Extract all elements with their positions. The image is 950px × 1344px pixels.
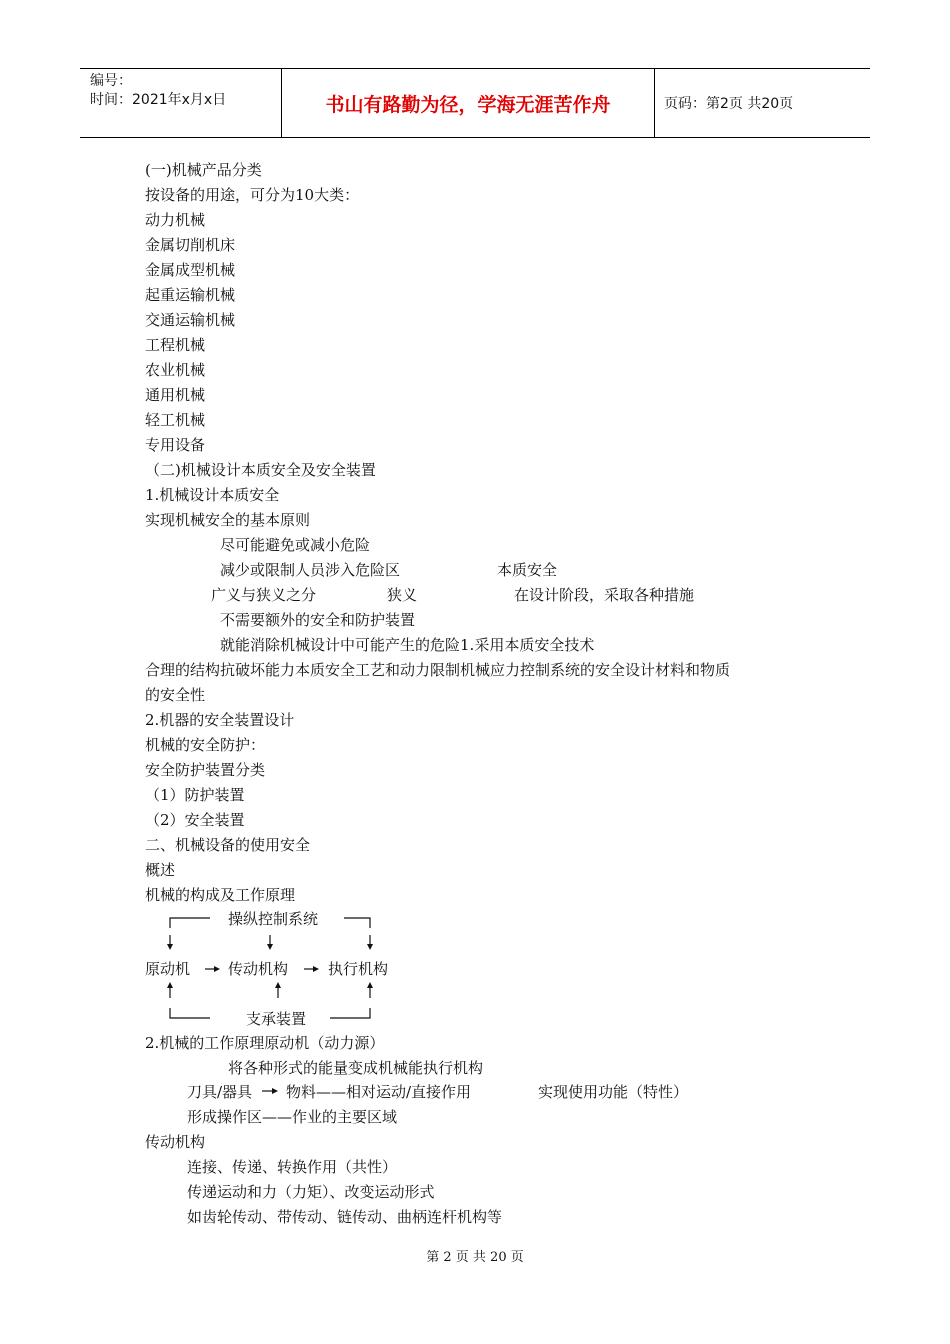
list-item: （2）安全装置 — [145, 811, 245, 829]
text-line: 减少或限制人员涉入危险区 — [220, 561, 401, 579]
diagram-node-transmission: 传动机构 — [228, 960, 289, 978]
section-heading: (一)机械产品分类 — [145, 161, 262, 179]
header-meta — [80, 69, 282, 137]
list-item: 工程机械 — [145, 336, 206, 354]
connector-line — [344, 918, 370, 928]
arrow-up-icon — [167, 982, 173, 988]
list-item: 通用机械 — [145, 386, 206, 404]
text-line: 实现机械安全的基本原则 — [145, 511, 311, 529]
text-line: 形成操作区——作业的主要区域 — [187, 1108, 398, 1126]
diagram-node-control-system: 操纵控制系统 — [228, 910, 319, 928]
list-item: 动力机械 — [145, 211, 206, 229]
arrow-down-icon — [267, 944, 273, 950]
text-line: 2.机器的安全装置设计 — [145, 711, 295, 729]
text-line: 将各种形式的能量变成机械能执行机构 — [228, 1059, 484, 1077]
diagram-node-prime-mover: 原动机 — [145, 960, 191, 978]
list-item: 专用设备 — [145, 436, 206, 454]
text-line: 广义与狭义之分 — [211, 586, 317, 604]
arrow-up-icon — [367, 982, 373, 988]
arrow-right-icon — [272, 1088, 278, 1094]
text-line: 2.机械的工作原理原动机（动力源） — [145, 1034, 385, 1052]
list-item: 起重运输机械 — [145, 286, 236, 304]
diagram-node-actuator: 执行机构 — [328, 960, 389, 978]
list-item: 农业机械 — [145, 361, 206, 379]
header-motto: 书山有路勤为径，学海无涯苦作舟 — [282, 69, 655, 137]
connector-line — [170, 918, 210, 928]
text-line: 安全防护装置分类 — [145, 761, 266, 779]
text-line: 传递运动和力（力矩）、改变运动形式 — [187, 1183, 435, 1201]
arrow-right-icon — [313, 966, 319, 972]
text-line: 按设备的用途，可分为10大类： — [145, 186, 360, 204]
diagram-node-support: 支承装置 — [246, 1010, 307, 1028]
text-line: 狭义 — [387, 586, 418, 604]
text-line: 在设计阶段，采取各种措施 — [514, 586, 695, 604]
text-line: 合理的结构抗破坏能力本质安全工艺和动力限制机械应力控制系统的安全设计材料和物质 — [145, 661, 731, 679]
text-line: 概述 — [145, 861, 176, 879]
doc-number-label: 编号： — [90, 73, 132, 89]
section-heading: （二)机械设计本质安全及安全装置 — [145, 461, 376, 479]
arrow-right-icon — [214, 966, 220, 972]
header-page-info: 页码：第2页 共20页 — [664, 96, 794, 112]
section-heading: 二、机械设备的使用安全 — [145, 836, 311, 854]
text-line: 尽可能避免或减小危险 — [220, 536, 371, 554]
arrow-down-icon — [167, 944, 173, 950]
text-line: 机械的构成及工作原理 — [145, 886, 296, 904]
text-line: 不需要额外的安全和防护装置 — [220, 611, 416, 629]
list-item: 金属切削机床 — [145, 236, 236, 254]
text-line: 传动机构 — [145, 1133, 206, 1151]
list-item: （1）防护装置 — [145, 786, 245, 804]
text-line: 就能消除机械设计中可能产生的危险1.采用本质安全技术 — [220, 636, 595, 654]
text-line: 本质安全 — [497, 561, 558, 579]
doc-time-label: 时间：2021年x月x日 — [90, 92, 227, 108]
text-line: 实现使用功能（特性） — [538, 1083, 689, 1101]
list-item: 轻工机械 — [145, 411, 206, 429]
text-line: 的安全性 — [145, 686, 206, 704]
connector-line — [170, 1008, 210, 1018]
list-item: 交通运输机械 — [145, 311, 236, 329]
text-line: 刀具/器具 — [187, 1083, 253, 1101]
list-item: 金属成型机械 — [145, 261, 236, 279]
arrow-down-icon — [367, 944, 373, 950]
text-line: 如齿轮传动、带传动、链传动、曲柄连杆机构等 — [187, 1208, 503, 1226]
text-line: 1.机械设计本质安全 — [145, 486, 280, 504]
text-line: 连接、传递、转换作用（共性） — [187, 1158, 398, 1176]
page-footer: 第 2 页 共 20 页 — [426, 1250, 524, 1265]
arrow-up-icon — [275, 982, 281, 988]
text-line: 物料——相对运动/直接作用 — [286, 1083, 472, 1101]
page-header — [80, 68, 870, 138]
connector-line — [330, 1008, 370, 1018]
text-line: 机械的安全防护： — [145, 736, 266, 754]
